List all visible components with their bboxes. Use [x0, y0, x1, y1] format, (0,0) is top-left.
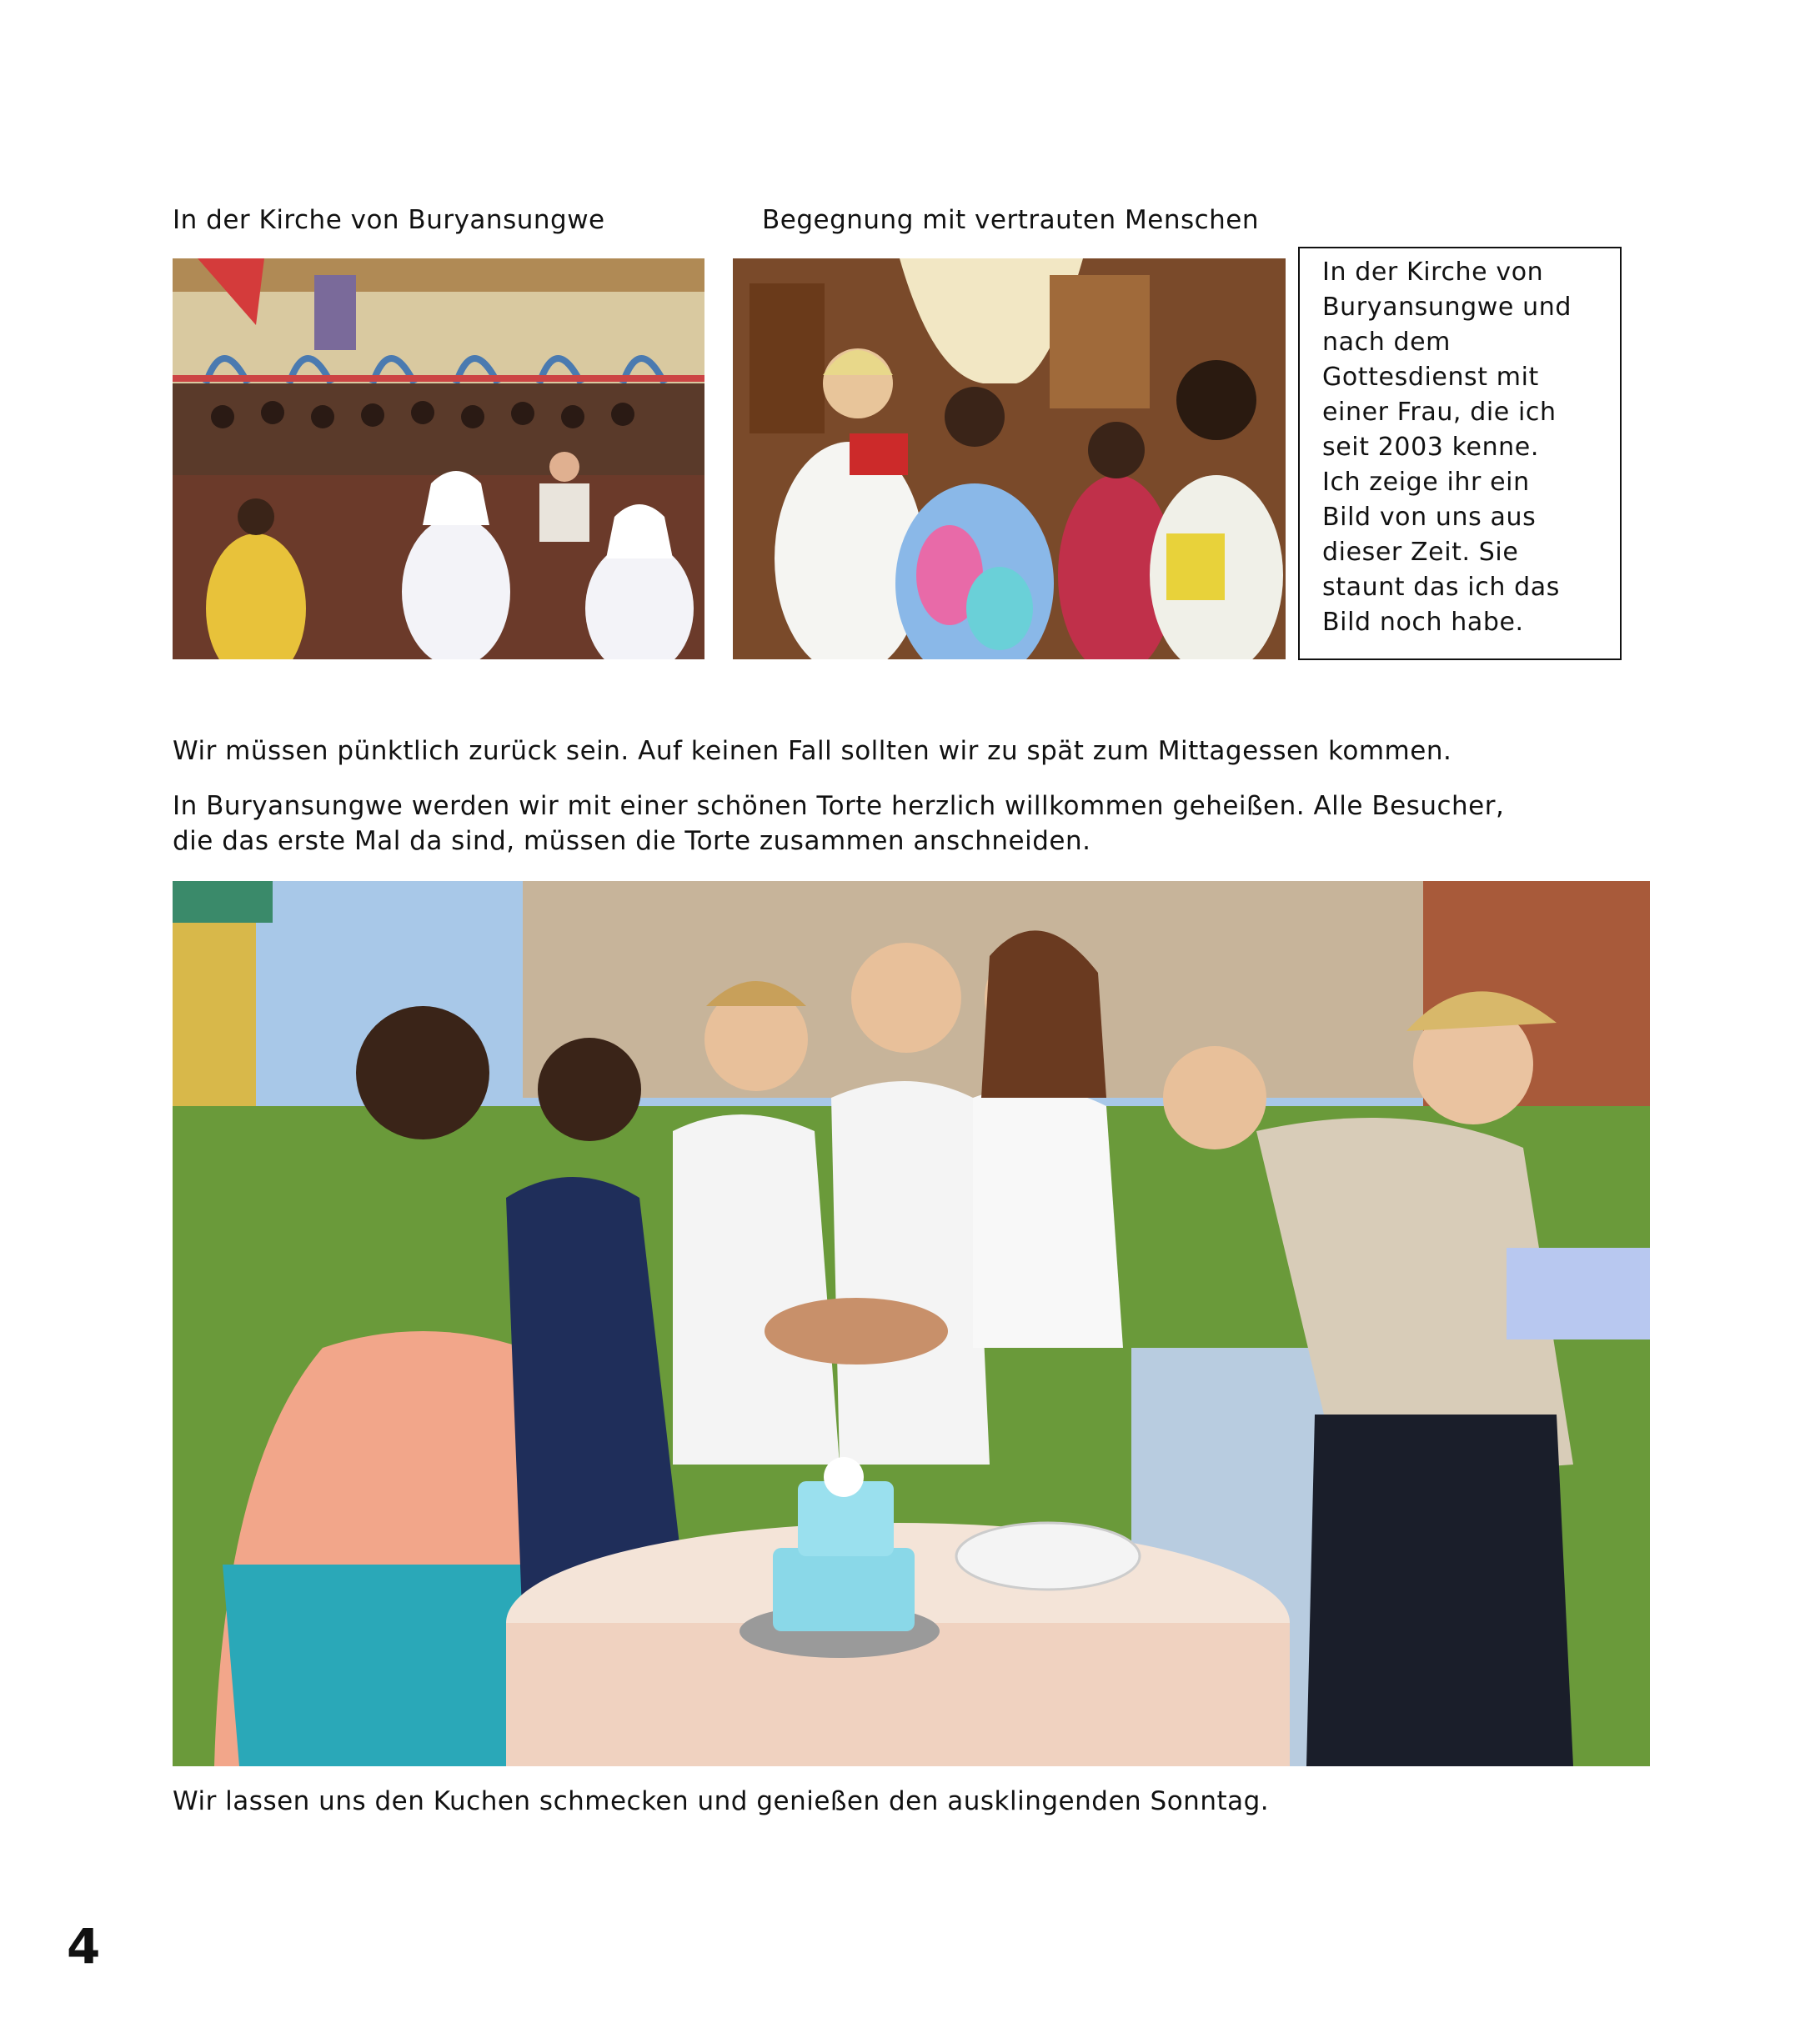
note-line: Ich zeige ihr ein [1322, 468, 1530, 497]
caption-church: In der Kirche von Buryansungwe [173, 205, 605, 235]
note-line: Bild von uns aus [1322, 503, 1537, 532]
paragraph-welcome-line2: die das erste Mal da sind, müssen die Torte zusammen anschneiden. [173, 826, 1091, 856]
note-line: dieser Zeit. Sie [1322, 538, 1519, 567]
note-line: seit 2003 kenne. [1322, 433, 1539, 462]
note-line: einer Frau, die ich [1322, 398, 1557, 427]
note-box [1298, 247, 1622, 660]
paragraph-welcome-line1: In Buryansungwe werden wir mit einer schönen Torte herzlich willkommen geheißen. Alle Besucher, [173, 791, 1505, 821]
church-interior-photo [173, 258, 704, 659]
note-line: Gottesdienst mit [1322, 363, 1539, 392]
note-line: staunt das ich das [1322, 573, 1560, 602]
note-line: Bild noch habe. [1322, 608, 1524, 637]
meeting-photo [733, 258, 1286, 659]
caption-cake: Wir lassen uns den Kuchen schmecken und genießen den ausklingenden Sonntag. [173, 1786, 1270, 1816]
paragraph-lunch: Wir müssen pünktlich zurück sein. Auf keinen Fall sollten wir zu spät zum Mittagessen kommen. [173, 736, 1452, 766]
caption-meeting: Begegnung mit vertrauten Menschen [762, 205, 1260, 235]
cake-cutting-photo [173, 881, 1650, 1766]
page-number: 4 [67, 1918, 101, 1975]
note-line: Buryansungwe und [1322, 293, 1572, 322]
note-line: In der Kirche von [1322, 258, 1544, 287]
note-line: nach dem [1322, 328, 1451, 357]
